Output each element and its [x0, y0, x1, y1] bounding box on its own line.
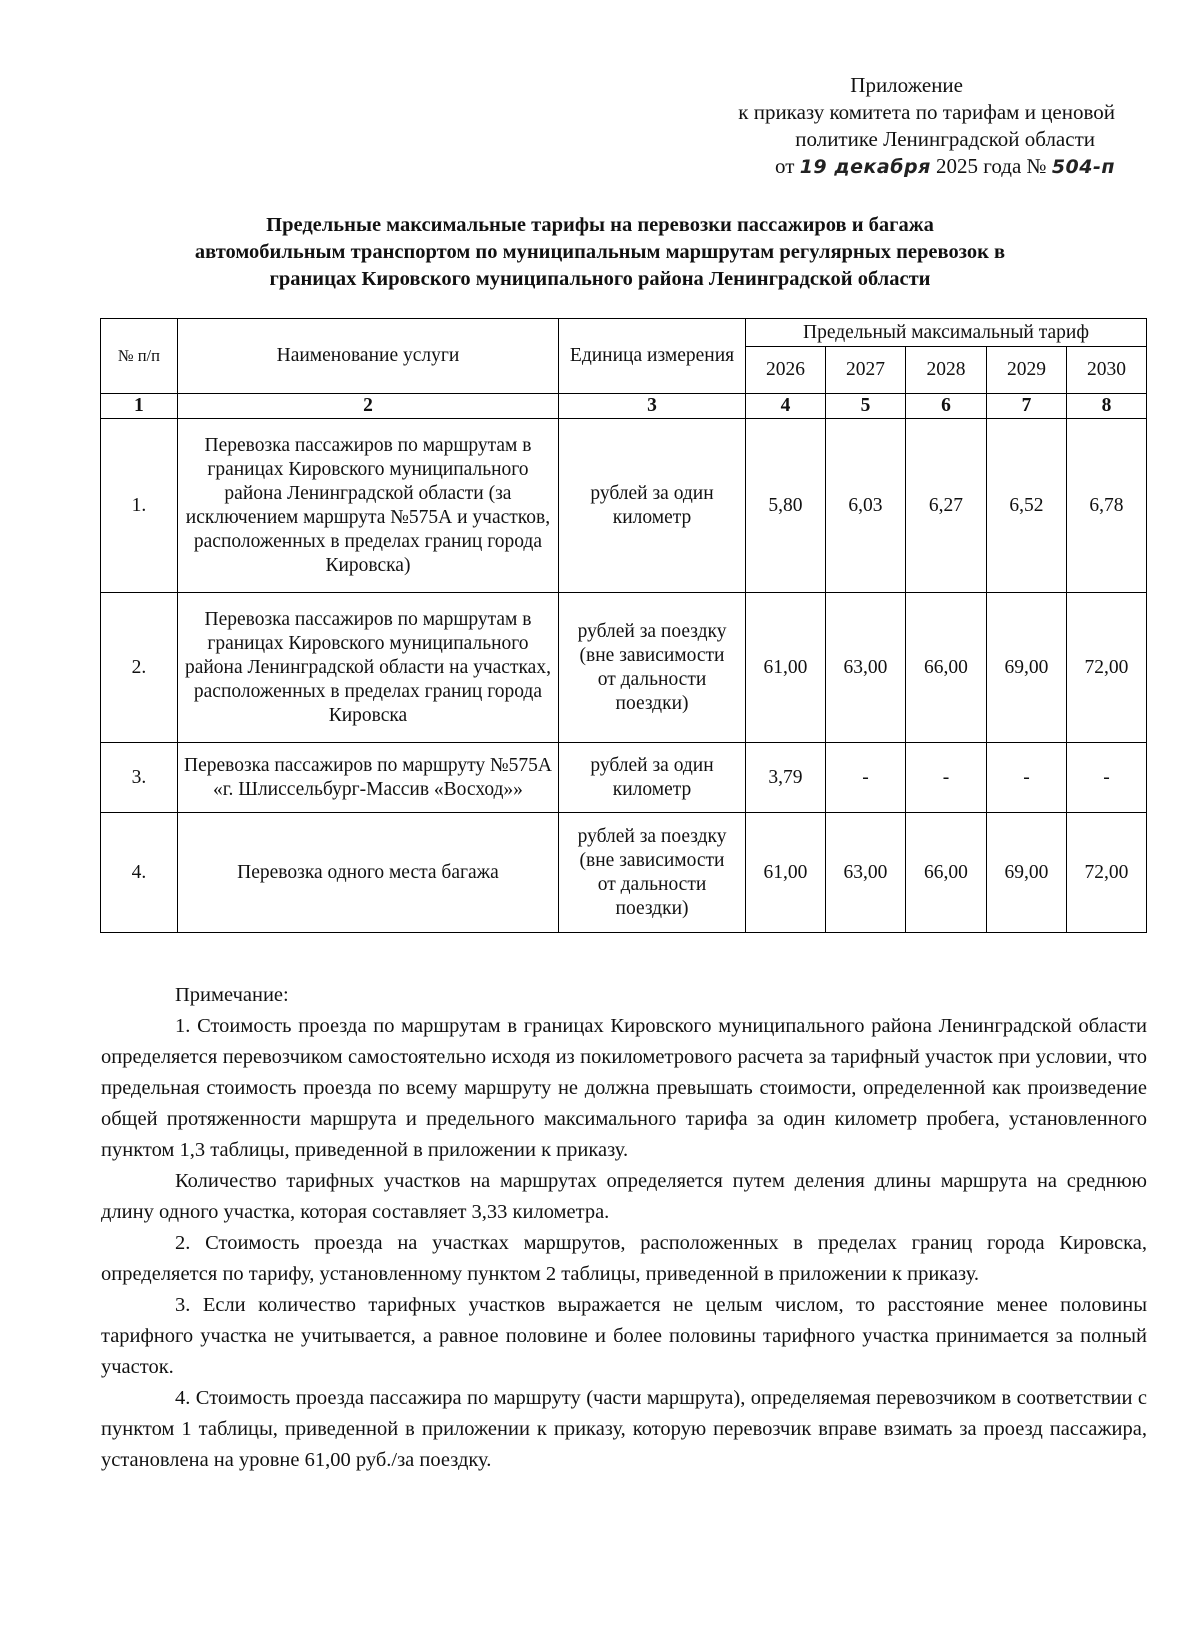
row-value: 61,00 [746, 813, 826, 933]
title-line-1: Предельные максимальные тарифы на перевозки пассажиров и багажа [266, 214, 934, 236]
table-row [101, 743, 1147, 813]
tariff-table [100, 318, 1147, 933]
row-service: Перевозка пассажиров по маршруту №575А «г. Шлиссельбург-Массив «Восход»» [177, 743, 558, 813]
note-paragraph: 2. Стоимость проезда на участках маршрутов, расположенных в пределах границ города Кировска, определяется по тарифу, установленному пунктом 2 таблицы, приведенной в приложении к приказу. [101, 1232, 1147, 1285]
column-number: 3 [559, 394, 746, 419]
column-number: 1 [101, 394, 178, 419]
handwritten-order-number: 504-п [1051, 156, 1115, 178]
column-number-row [101, 394, 1147, 419]
row-num: 1. [101, 419, 178, 593]
row-num: 4. [101, 813, 178, 933]
row-value: 69,00 [986, 593, 1066, 743]
column-number: 6 [905, 394, 986, 419]
row-unit: рублей за поездку (вне зависимости от дальности поездки) [559, 813, 746, 933]
header-year: 2030 [1066, 347, 1146, 394]
title-line-2: автомобильным транспортом по муниципальным маршрутам регулярных перевозок в [194, 241, 1006, 263]
table-row [101, 813, 1147, 933]
attachment-order-line: к приказу комитета по тарифам и ценовой [738, 100, 1115, 124]
row-value: 63,00 [825, 593, 905, 743]
row-num: 3. [101, 743, 178, 813]
date-suffix: 2025 года № [936, 154, 1047, 178]
row-value: 3,79 [746, 743, 826, 813]
header-year: 2026 [746, 347, 826, 394]
row-unit: рублей за один километр [559, 419, 746, 593]
notes-heading: Примечание: [175, 984, 289, 1006]
row-value: - [825, 743, 905, 813]
attachment-label: Приложение [850, 73, 963, 97]
header-unit: Единица измерения [559, 319, 746, 394]
row-value: 69,00 [986, 813, 1066, 933]
note-paragraph: Количество тарифных участков на маршрутах определяется путем деления длины маршрута на среднюю длину одного участка, которая составляет 3,33 километра. [101, 1170, 1147, 1223]
row-value: 72,00 [1066, 593, 1146, 743]
attachment-committee-line: политике Ленинградской области [795, 127, 1095, 151]
row-value: 6,52 [986, 419, 1066, 593]
header-service: Наименование услуги [177, 319, 558, 394]
row-value: - [1066, 743, 1146, 813]
row-value: 6,78 [1066, 419, 1146, 593]
attachment-header [595, 72, 1115, 181]
header-year: 2029 [986, 347, 1066, 394]
row-value: 61,00 [746, 593, 826, 743]
column-number: 8 [1066, 394, 1146, 419]
row-value: 66,00 [905, 813, 986, 933]
column-number: 7 [986, 394, 1066, 419]
row-value: 66,00 [905, 593, 986, 743]
header-num: № п/п [101, 319, 178, 394]
header-tariff-group: Предельный максимальный тариф [746, 319, 1147, 347]
header-year: 2028 [905, 347, 986, 394]
attachment-date-line [595, 153, 1115, 181]
document-title [120, 212, 1080, 293]
column-number: 5 [825, 394, 905, 419]
row-value: 6,03 [825, 419, 905, 593]
row-service: Перевозка одного места багажа [177, 813, 558, 933]
row-num: 2. [101, 593, 178, 743]
row-service: Перевозка пассажиров по маршрутам в границах Кировского муниципального района Ленинградской области (за исключением маршрута №575А и участков, расположенных в пределах границ города Кировска) [177, 419, 558, 593]
notes-section [101, 980, 1147, 1476]
row-unit: рублей за поездку (вне зависимости от дальности поездки) [559, 593, 746, 743]
note-paragraph: 3. Если количество тарифных участков выражается не целым числом, то расстояние менее половины тарифного участка не учитывается, а равное половине и более половины тарифного участка принимается за полный участок. [101, 1294, 1147, 1378]
row-value: 5,80 [746, 419, 826, 593]
table-row [101, 593, 1147, 743]
column-number: 4 [746, 394, 826, 419]
row-value: - [905, 743, 986, 813]
column-number: 2 [177, 394, 558, 419]
row-value: - [986, 743, 1066, 813]
row-service: Перевозка пассажиров по маршрутам в границах Кировского муниципального района Ленинградской области на участках, расположенных в пределах границ города Кировска [177, 593, 558, 743]
note-paragraph: 4. Стоимость проезда пассажира по маршруту (части маршрута), определяемая перевозчиком в соответствии с пунктом 1 таблицы, приведенной в приложении к приказу, которую перевозчик вправе взимать за проезд пассажира, установлена на уровне 61,00 руб./за поездку. [101, 1387, 1147, 1471]
header-year: 2027 [825, 347, 905, 394]
row-unit: рублей за один километр [559, 743, 746, 813]
row-value: 72,00 [1066, 813, 1146, 933]
note-paragraph: 1. Стоимость проезда по маршрутам в границах Кировского муниципального района Ленинградской области определяется перевозчиком самостоятельно исходя из покилометрового расчета за тарифный участок при условии, что предельная стоимость проезда по всему маршруту не должна превышать стоимости, определенной как произведение общей протяженности маршрута и предельного максимального тарифа за один километр пробега, установленного пунктом 1,3 таблицы, приведенной в приложении к приказу. [101, 1015, 1147, 1161]
row-value: 6,27 [905, 419, 986, 593]
row-value: 63,00 [825, 813, 905, 933]
table-row [101, 419, 1147, 593]
title-line-3: границах Кировского муниципального района Ленинградской области [269, 268, 931, 290]
date-prefix: от [775, 154, 795, 178]
handwritten-date: 19 декабря [799, 156, 931, 178]
